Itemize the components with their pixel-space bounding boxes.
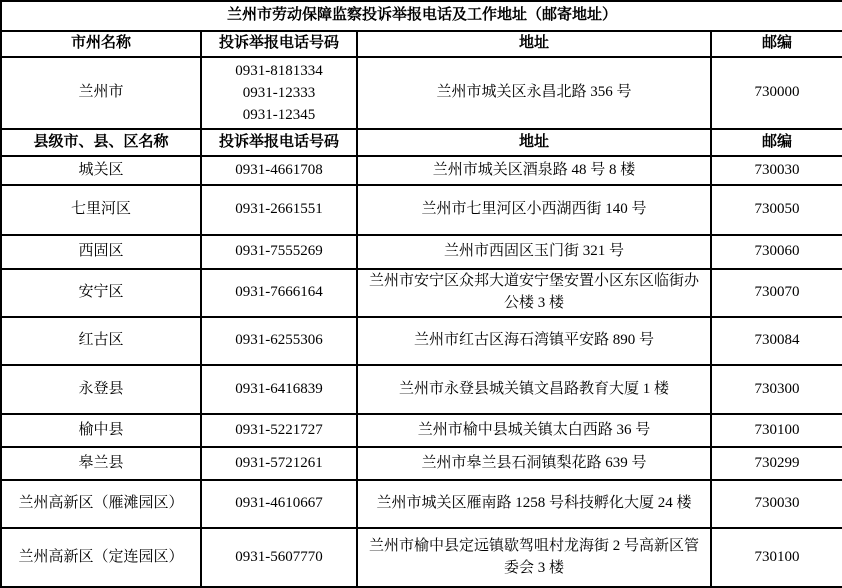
table-title: 兰州市劳动保障监察投诉举报电话及工作地址（邮寄地址）	[1, 1, 842, 31]
cell-name: 安宁区	[1, 269, 201, 317]
header-county-address: 地址	[357, 129, 711, 156]
phone-line: 0931-12345	[242, 107, 316, 123]
phone-line: 0931-8181334	[235, 63, 323, 79]
cell-phone: 0931-6416839	[201, 365, 357, 414]
table-row	[1, 365, 842, 414]
cell-address: 兰州市城关区酒泉路 48 号 8 楼	[357, 156, 711, 185]
cell-zip: 730000	[711, 57, 842, 129]
cell-phone: 0931-4661708	[201, 156, 357, 185]
cell-zip: 730050	[711, 185, 842, 235]
cell-name: 七里河区	[1, 185, 201, 235]
table-row	[1, 528, 842, 587]
cell-name: 永登县	[1, 365, 201, 414]
table-row-lanzhou	[1, 57, 842, 129]
cell-phone-list	[201, 57, 357, 129]
table-row	[1, 185, 842, 235]
cell-zip: 730100	[711, 528, 842, 587]
cell-phone: 0931-5721261	[201, 447, 357, 480]
cell-address: 兰州市西固区玉门街 321 号	[357, 235, 711, 269]
table-row	[1, 269, 842, 317]
header-city-address: 地址	[357, 31, 711, 57]
cell-zip: 730030	[711, 480, 842, 528]
table-row	[1, 447, 842, 480]
title-row	[1, 1, 842, 31]
header-county-phone: 投诉举报电话号码	[201, 129, 357, 156]
cell-address: 兰州市红古区海石湾镇平安路 890 号	[357, 317, 711, 365]
cell-address: 兰州市榆中县城关镇太白西路 36 号	[357, 414, 711, 447]
header-row-city	[1, 31, 842, 57]
header-city-phone: 投诉举报电话号码	[201, 31, 357, 57]
phone-line: 0931-12333	[242, 85, 316, 101]
cell-zip: 730300	[711, 365, 842, 414]
cell-name: 榆中县	[1, 414, 201, 447]
table-row	[1, 414, 842, 447]
header-county-zip: 邮编	[711, 129, 842, 156]
cell-zip: 730100	[711, 414, 842, 447]
cell-phone: 0931-5607770	[201, 528, 357, 587]
cell-address: 兰州市城关区永昌北路 356 号	[357, 57, 711, 129]
cell-name: 西固区	[1, 235, 201, 269]
header-city-zip: 邮编	[711, 31, 842, 57]
cell-address: 兰州市城关区雁南路 1258 号科技孵化大厦 24 楼	[357, 480, 711, 528]
cell-name: 兰州高新区（雁滩园区）	[1, 480, 201, 528]
cell-phone: 0931-7666164	[201, 269, 357, 317]
cell-name: 城关区	[1, 156, 201, 185]
table-row	[1, 317, 842, 365]
cell-phone: 0931-5221727	[201, 414, 357, 447]
cell-phone: 0931-6255306	[201, 317, 357, 365]
cell-zip: 730299	[711, 447, 842, 480]
table-row	[1, 480, 842, 528]
cell-address: 兰州市安宁区众邦大道安宁堡安置小区东区临街办公楼 3 楼	[357, 269, 711, 317]
header-city-name: 市州名称	[1, 31, 201, 57]
table-row	[1, 235, 842, 269]
cell-address: 兰州市榆中县定远镇歇驾咀村龙海街 2 号高新区管委会 3 楼	[357, 528, 711, 587]
cell-zip: 730070	[711, 269, 842, 317]
cell-name: 皋兰县	[1, 447, 201, 480]
cell-address: 兰州市永登县城关镇文昌路教育大厦 1 楼	[357, 365, 711, 414]
cell-zip: 730084	[711, 317, 842, 365]
cell-zip: 730030	[711, 156, 842, 185]
cell-phone: 0931-2661551	[201, 185, 357, 235]
cell-phone: 0931-4610667	[201, 480, 357, 528]
table-row	[1, 156, 842, 185]
cell-address: 兰州市七里河区小西湖西街 140 号	[357, 185, 711, 235]
cell-name: 红古区	[1, 317, 201, 365]
cell-name: 兰州市	[1, 57, 201, 129]
cell-name: 兰州高新区（定连园区）	[1, 528, 201, 587]
cell-address: 兰州市皋兰县石洞镇梨花路 639 号	[357, 447, 711, 480]
header-row-county	[1, 129, 842, 156]
cell-phone: 0931-7555269	[201, 235, 357, 269]
header-county-name: 县级市、县、区名称	[1, 129, 201, 156]
cell-zip: 730060	[711, 235, 842, 269]
